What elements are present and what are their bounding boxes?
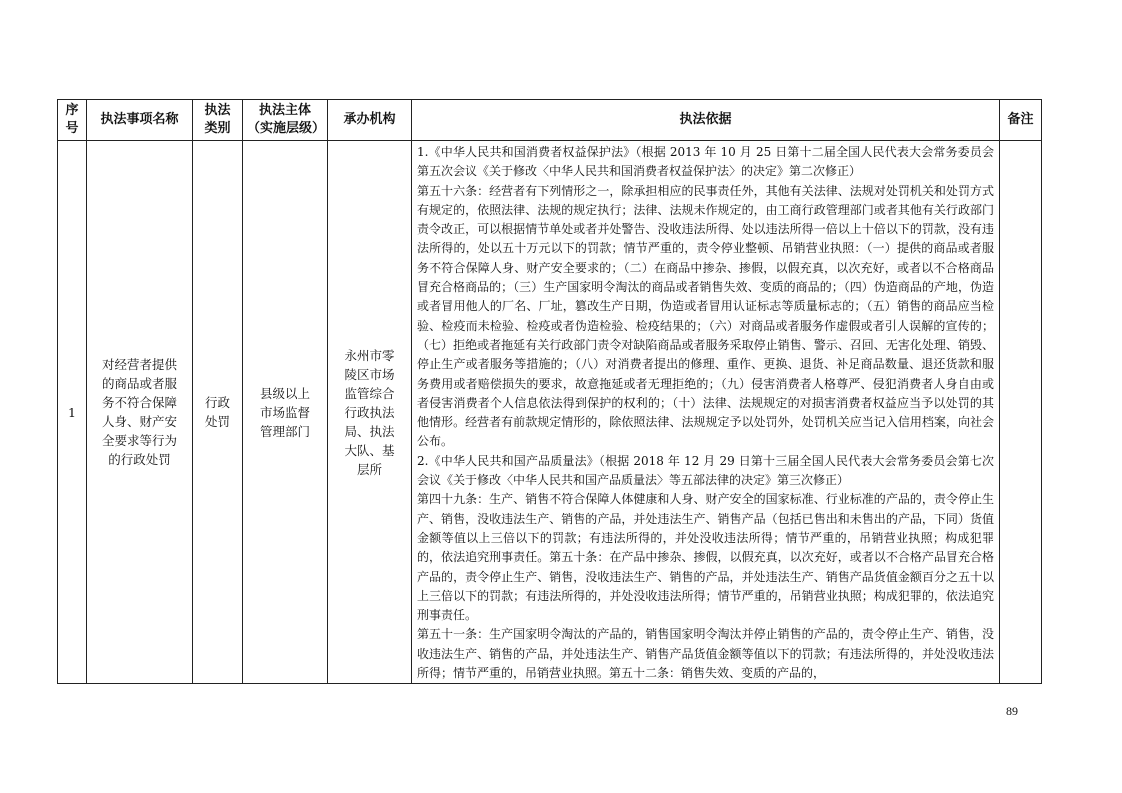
header-subject: 执法主体（实施层级） xyxy=(243,100,328,141)
row-subject: 县级以上市场监督管理部门 xyxy=(243,141,328,684)
enforcement-table xyxy=(57,99,1042,684)
header-basis: 执法依据 xyxy=(412,100,1000,141)
header-agency: 承办机构 xyxy=(328,100,412,141)
header-seq: 序号 xyxy=(58,100,87,141)
row-basis xyxy=(412,141,1000,684)
table-header-row xyxy=(58,100,1042,141)
basis-paragraph: 2.《中华人民共和国产品质量法》（根据 2018 年 12 月 29 日第十三届全国人民代表大会常务委员会第七次会议《关于修改〈中华人民共和国产品质量法〉等五部法律的决定》第三次修正） xyxy=(417,453,994,488)
header-item-name: 执法事项名称 xyxy=(87,100,193,141)
row-agency: 永州市零陵区市场监管综合行政执法局、执法大队、基层所 xyxy=(328,141,412,684)
row-category: 行政处罚 xyxy=(193,141,243,684)
header-remark: 备注 xyxy=(1000,100,1042,141)
header-category: 执法类别 xyxy=(193,100,243,141)
row-remark xyxy=(1000,141,1042,684)
row-seq: 1 xyxy=(58,141,87,684)
page-number: 89 xyxy=(1006,704,1018,718)
basis-paragraph: 第四十九条：生产、销售不符合保障人体健康和人身、财产安全的国家标准、行业标准的产品的，责令停止生产、销售，没收违法生产、销售的产品，并处违法生产、销售产品（包括已售出和未售出的产品，下同）货值金额等值以上三倍以下的罚款；有违法所得的，并处没收违法所得；情节严重的，吊销营业执照；构成犯罪的，依法追究刑事责任。第五十条：在产品中掺杂、掺假，以假充真，以次充好，或者以不合格产品冒充合格产品的，责令停止生产、销售，没收违法生产、销售的产品，并处违法生产、销售产品货值金额百分之五十以上三倍以下的罚款；有违法所得的，并处没收违法所得；情节严重的，吊销营业执照；构成犯罪的，依法追究刑事责任。 xyxy=(417,492,994,623)
basis-paragraph: 第五十六条：经营者有下列情形之一，除承担相应的民事责任外，其他有关法律、法规对处罚机关和处罚方式有规定的，依照法律、法规的规定执行；法律、法规未作规定的，由工商行政管理部门或者其他有关行政部门责令改正，可以根据情节单处或者并处警告、没收违法所得、处以违法所得一倍以上十倍以下的罚款，没有违法所得的，处以五十万元以下的罚款；情节严重的，责令停业整顿、吊销营业执照：（一）提供的商品或者服务不符合保障人身、财产安全要求的；（二）在商品中掺杂、掺假，以假充真，以次充好，或者以不合格商品冒充合格商品的；（三）生产国家明令淘汰的商品或者销售失效、变质的商品的；（四）伪造商品的产地，伪造或者冒用他人的厂名、厂址，篡改生产日期，伪造或者冒用认证标志等质量标志的；（五）销售的商品应当检验、检疫而未检验、检疫或者伪造检验、检疫结果的；（六）对商品或者服务作虚假或者引人误解的宣传的；（七）拒绝或者拖延有关行政部门责令对缺陷商品或者服务采取停止销售、警示、召回、无害化处理、销毁、停止生产或者服务等措施的；（八）对消费者提出的修理、重作、更换、退货、补足商品数量、退还货款和服务费用或者赔偿损失的要求，故意拖延或者无理拒绝的；（九）侵害消费者人格尊严、侵犯消费者人身自由或者侵害消费者个人信息依法得到保护的权利的；（十）法律、法规规定的对损害消费者权益应当予以处罚的其他情形。经营者有前款规定情形的，除依照法律、法规规定予以处罚外，处罚机关应当记入信用档案，向社会公布。 xyxy=(417,183,994,449)
basis-paragraph: 第五十一条：生产国家明令淘汰的产品的，销售国家明令淘汰并停止销售的产品的，责令停止生产、销售，没收违法生产、销售的产品，并处违法生产、销售产品货值金额等值以下的罚款；有违法所得的，并处没收违法所得；情节严重的，吊销营业执照。第五十二条：销售失效、变质的产品的， xyxy=(417,627,994,681)
row-item-name: 对经营者提供的商品或者服务不符合保障人身、财产安全要求等行为的行政处罚 xyxy=(87,141,193,684)
basis-paragraph: 1.《中华人民共和国消费者权益保护法》（根据 2013 年 10 月 25 日第十二届全国人民代表大会常务委员会第五次会议《关于修改〈中华人民共和国消费者权益保护法〉的决定》第二次修正） xyxy=(417,145,994,179)
table-row xyxy=(58,141,1042,684)
